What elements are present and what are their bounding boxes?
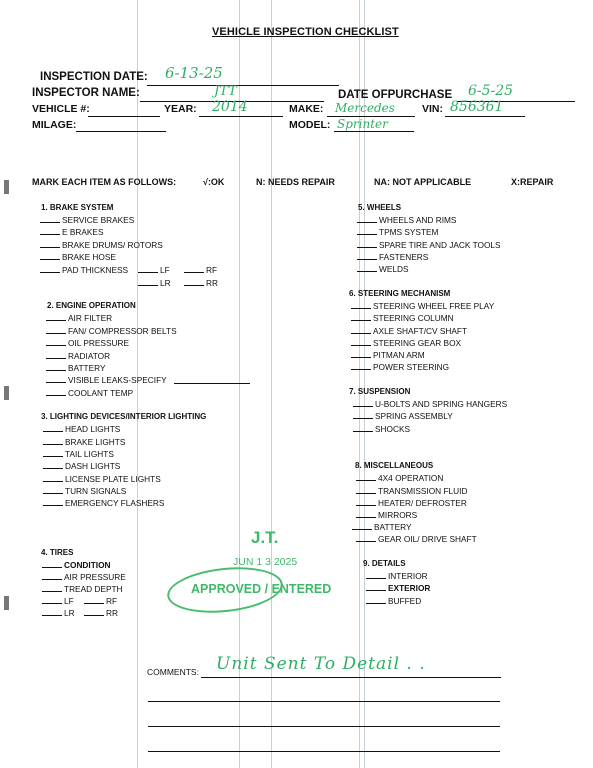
list-item[interactable]: WELDS <box>357 264 409 274</box>
tire-lr[interactable]: LR <box>42 608 75 618</box>
list-item[interactable]: BRAKE DRUMS/ ROTORS <box>40 240 163 250</box>
inspector-name-value[interactable]: JTT <box>214 84 237 99</box>
list-item[interactable]: FAN/ COMPRESSOR BELTS <box>46 326 177 336</box>
section-misc-title: 8. MISCELLANEOUS <box>355 461 434 470</box>
tire-rf[interactable]: RF <box>84 596 117 606</box>
legend-ok: √:OK <box>203 177 225 187</box>
leaks-specify-line <box>174 383 250 384</box>
legend-repair: X:REPAIR <box>511 177 554 187</box>
list-item[interactable]: TAIL LIGHTS <box>43 449 114 459</box>
list-item[interactable]: BRAKE LIGHTS <box>43 437 125 447</box>
model-value[interactable]: Sprinter <box>337 117 388 131</box>
section-tires-title: 4. TIRES <box>41 548 74 557</box>
list-item[interactable]: WHEELS AND RIMS <box>357 215 456 225</box>
list-item[interactable]: BATTERY <box>352 522 412 532</box>
pad-lf[interactable]: LF <box>138 265 170 275</box>
legend-intro: MARK EACH ITEM AS FOLLOWS: <box>32 177 177 187</box>
inspection-date-line <box>147 85 339 86</box>
list-item[interactable]: TREAD DEPTH <box>42 584 123 594</box>
year-label: YEAR: <box>164 103 197 115</box>
list-item[interactable]: STEERING GEAR BOX <box>351 338 461 348</box>
list-item[interactable]: BUFFED <box>366 596 421 606</box>
stamp-approved: APPROVED / ENTERED <box>191 582 332 596</box>
comments-line <box>148 726 500 727</box>
inspector-name-label: INSPECTOR NAME: <box>32 87 140 99</box>
date-of-purchase-value[interactable]: 6-5-25 <box>468 83 514 99</box>
section-lighting-title: 3. LIGHTING DEVICES/INTERIOR LIGHTING <box>41 412 207 421</box>
comments-line <box>148 751 500 752</box>
list-item[interactable]: HEATER/ DEFROSTER <box>356 498 467 508</box>
pad-lr[interactable]: LR <box>138 278 171 288</box>
stamp-initials: J.T. <box>251 528 279 547</box>
list-item[interactable]: CONDITION <box>42 560 111 570</box>
list-item[interactable]: GEAR OIL/ DRIVE SHAFT <box>356 534 477 544</box>
year-value[interactable]: 2014 <box>212 99 248 115</box>
list-item[interactable]: TPMS SYSTEM <box>357 227 438 237</box>
list-item[interactable]: VISIBLE LEAKS-SPECIFY <box>46 375 167 385</box>
comments-value[interactable]: Unit Sent To Detail . . <box>216 654 426 674</box>
list-item[interactable]: INTERIOR <box>366 571 428 581</box>
section-steering-title: 6. STEERING MECHANISM <box>349 289 451 298</box>
scan-speck <box>4 180 9 194</box>
vehicle-number-label: VEHICLE #: <box>32 103 90 115</box>
tire-rr[interactable]: RR <box>84 608 118 618</box>
section-engine-title: 2. ENGINE OPERATION <box>47 301 136 310</box>
model-label: MODEL: <box>289 119 331 131</box>
legend-needs-repair: N: NEEDS REPAIR <box>256 177 335 187</box>
page-title: VEHICLE INSPECTION CHECKLIST <box>212 26 399 38</box>
list-item[interactable]: E BRAKES <box>40 227 104 237</box>
section-suspension-title: 7. SUSPENSION <box>349 387 411 396</box>
list-item[interactable]: DASH LIGHTS <box>43 461 120 471</box>
vin-value[interactable]: 856361 <box>450 99 504 115</box>
list-item[interactable]: 4X4 OPERATION <box>356 473 443 483</box>
list-item[interactable]: HEAD LIGHTS <box>43 424 120 434</box>
list-item[interactable]: EXTERIOR <box>366 583 430 593</box>
scan-speck <box>4 386 9 400</box>
list-item[interactable]: AIR FILTER <box>46 313 112 323</box>
list-item[interactable]: AXLE SHAFT/CV SHAFT <box>351 326 467 336</box>
comments-label: COMMENTS: <box>147 667 199 677</box>
list-item[interactable]: PAD THICKNESS <box>40 265 128 275</box>
comments-line <box>148 701 500 702</box>
list-item[interactable]: U-BOLTS AND SPRING HANGERS <box>353 399 507 409</box>
list-item[interactable]: COOLANT TEMP <box>46 388 133 398</box>
inspection-date-label: INSPECTION DATE: <box>40 71 148 83</box>
make-label: MAKE: <box>289 103 324 115</box>
section-details-title: 9. DETAILS <box>363 559 406 568</box>
list-item[interactable]: MIRRORS <box>356 510 417 520</box>
vehicle-number-line <box>88 116 160 117</box>
list-item[interactable]: BATTERY <box>46 363 106 373</box>
vin-label: VIN: <box>422 103 443 115</box>
list-item[interactable]: SPARE TIRE AND JACK TOOLS <box>357 240 501 250</box>
milage-line <box>76 131 166 132</box>
model-line <box>334 131 414 132</box>
list-item[interactable]: BRAKE HOSE <box>40 252 116 262</box>
scan-speck <box>4 596 9 610</box>
pad-rr[interactable]: RR <box>184 278 218 288</box>
section-brake-title: 1. BRAKE SYSTEM <box>41 203 114 212</box>
list-item[interactable]: SERVICE BRAKES <box>40 215 134 225</box>
comments-line <box>201 677 501 678</box>
section-wheels-title: 5. WHEELS <box>358 203 402 212</box>
list-item[interactable]: SHOCKS <box>353 424 410 434</box>
list-item[interactable]: POWER STEERING <box>351 362 449 372</box>
stamp-date: JUN 1 3 2025 <box>233 556 298 568</box>
list-item[interactable]: EMERGENCY FLASHERS <box>43 498 164 508</box>
list-item[interactable]: LICENSE PLATE LIGHTS <box>43 474 161 484</box>
list-item[interactable]: RADIATOR <box>46 351 110 361</box>
list-item[interactable]: TRANSMISSION FLUID <box>356 486 467 496</box>
list-item[interactable]: AIR PRESSURE <box>42 572 126 582</box>
make-value[interactable]: Mercedes <box>335 101 395 115</box>
legend-not-applicable: NA: NOT APPLICABLE <box>374 177 472 187</box>
list-item[interactable]: STEERING COLUMN <box>351 313 454 323</box>
list-item[interactable]: STEERING WHEEL FREE PLAY <box>351 301 494 311</box>
list-item[interactable]: TURN SIGNALS <box>43 486 126 496</box>
list-item[interactable]: FASTENERS <box>357 252 428 262</box>
list-item[interactable]: SPRING ASSEMBLY <box>353 411 453 421</box>
date-of-purchase-label: DATE OFPURCHASE <box>338 89 453 101</box>
milage-label: MILAGE: <box>32 119 77 131</box>
list-item[interactable]: PITMAN ARM <box>351 350 425 360</box>
list-item[interactable]: OIL PRESSURE <box>46 338 129 348</box>
pad-rf[interactable]: RF <box>184 265 217 275</box>
tire-lf[interactable]: LF <box>42 596 74 606</box>
inspection-date-value[interactable]: 6-13-25 <box>165 64 223 82</box>
vin-line <box>445 116 525 117</box>
year-line <box>199 116 283 117</box>
